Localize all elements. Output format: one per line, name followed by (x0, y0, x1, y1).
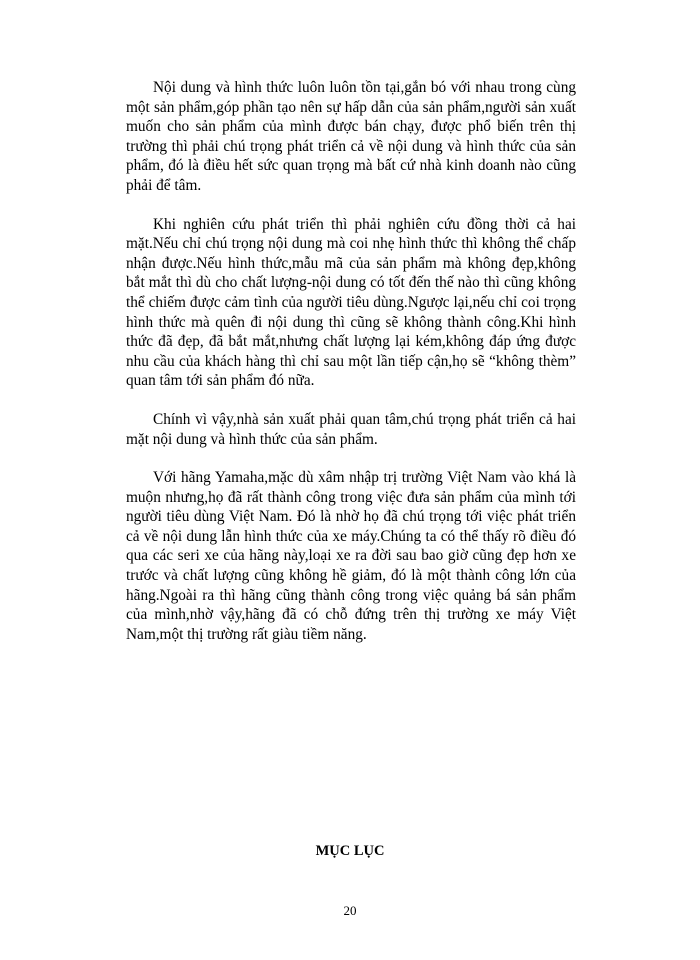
paragraph-3: Chính vì vậy,nhà sản xuất phải quan tâm,chú trọng phát triển cả hai mặt nội dung và hình thức của sản phẩm. (126, 410, 576, 448)
body-text (126, 78, 576, 663)
paragraph-4: Với hãng Yamaha,mặc dù xâm nhập trị trường Việt Nam vào khá là muộn nhưng,họ đã rất thành công trong việc đưa sản phẩm của mình tới người tiêu dùng Việt Nam. Đó là nhờ họ đã chú trọng tới việc phát triển cả về nội dung lẫn hình thức của xe máy.Chúng ta có thể thấy rõ điều đó qua các seri xe của hãng này,loại xe ra đời sau bao giờ cũng đẹp hơn xe trước và chất lượng cũng không hề giảm, đó là một thành công lớn của hãng.Ngoài ra thì hãng cũng thành công trong việc quảng bá sản phẩm của mình,nhờ vậy,hãng đã có chỗ đứng trên thị trường xe máy Việt Nam,một thị trường rất giàu tiềm năng. (126, 469, 576, 643)
page-number: 20 (343, 903, 357, 918)
paragraph-2: Khi nghiên cứu phát triển thì phải nghiên cứu đồng thời cả hai mặt.Nếu chỉ chú trọng nội dung mà coi nhẹ hình thức thì không thể chấp nhận được.Nếu hình thức,mẫu mã của sản phẩm mà không đẹp,không bắt mắt thì dù cho chất lượng-nội dung có tốt đến thế nào thì cũng không thể chiếm được cảm tình của người tiêu dùng.Ngược lại,nếu chỉ coi trọng hình thức mà quên đi nội dung thì cũng sẽ không thành công.Khi hình thức đã đẹp, đã bắt mắt,nhưng chất lượng lại kém,không đáp ứng được nhu cầu của khách hàng thì chỉ sau một lần tiếp cận,họ sẽ “không thèm” quan tâm tới sản phẩm đó nữa. (126, 215, 576, 390)
section-heading: MỤC LỤC (315, 843, 385, 859)
paragraph-1: Nội dung và hình thức luôn luôn tồn tại,gắn bó với nhau trong cùng một sản phẩm,góp phần tạo nên sự hấp dẫn của sản phẩm,người sản xuất muốn cho sản phẩm của mình được bán chạy, được phổ biến trên thị trường thì phải chú trọng phát triển cả về nội dung và hình thức của sản phẩm, đó là điều hết sức quan trọng mà bất cứ nhà kinh doanh nào cũng phải để tâm. (126, 79, 576, 194)
